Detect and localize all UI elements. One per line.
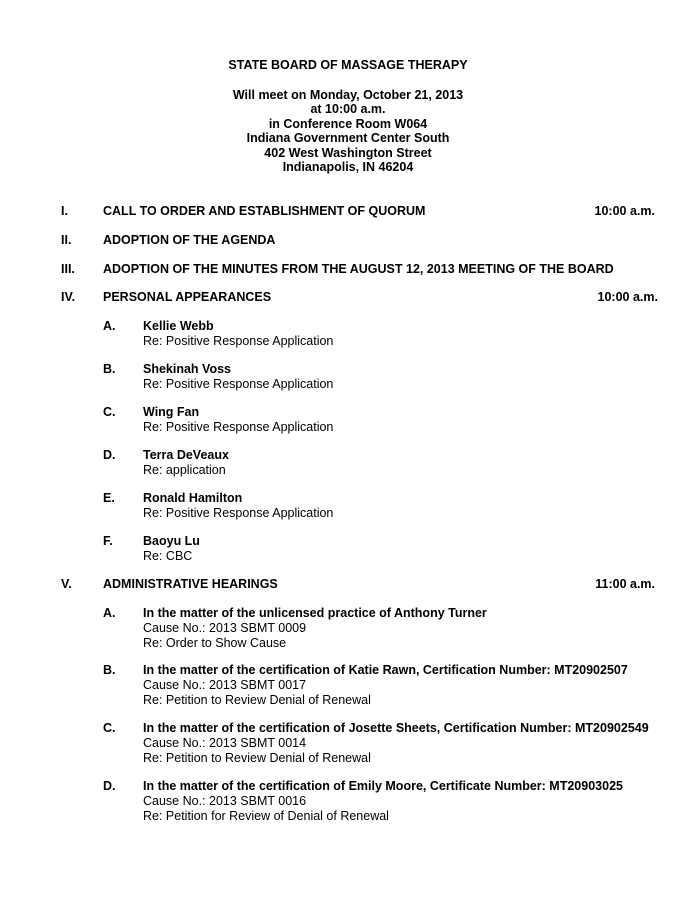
appearance-name: Ronald Hamilton [143, 491, 243, 505]
section-number: II. [61, 233, 72, 247]
appearance-name: Baoyu Lu [143, 534, 200, 548]
item-letter: A. [103, 606, 116, 620]
appearance-name: Shekinah Voss [143, 362, 231, 376]
section-title: CALL TO ORDER AND ESTABLISHMENT OF QUORUM [103, 204, 426, 218]
hearing-re: Re: Petition for Review of Denial of Renewal [143, 809, 389, 823]
hearing-title: In the matter of the certification of Josette Sheets, Certification Number: MT20902549 [143, 721, 649, 735]
item-letter: A. [103, 319, 116, 333]
section-number: I. [61, 204, 68, 218]
hearing-cause: Cause No.: 2013 SBMT 0017 [143, 678, 307, 692]
appearance-name: Wing Fan [143, 405, 200, 419]
section-number: IV. [61, 290, 76, 304]
section-number: V. [61, 577, 72, 591]
hearing-re: Re: Petition to Review Denial of Renewal [143, 751, 371, 765]
appearance-re: Re: CBC [143, 549, 193, 563]
appearance-re: Re: Positive Response Application [143, 506, 334, 520]
appearance-re: Re: Positive Response Application [143, 377, 334, 391]
section-title: ADOPTION OF THE MINUTES FROM THE AUGUST 12, 2013 MEETING OF THE BOARD [103, 262, 614, 276]
meeting-date-line: Will meet on Monday, October 21, 2013 [232, 87, 464, 102]
meeting-street-line: 402 West Washington Street [264, 145, 432, 160]
section-title: ADOPTION OF THE AGENDA [103, 233, 276, 247]
appearance-re: Re: Positive Response Application [143, 334, 334, 348]
item-letter: F. [103, 534, 113, 548]
section-number: III. [61, 262, 75, 276]
appearance-re: Re: application [143, 463, 226, 477]
item-letter: D. [103, 448, 116, 462]
section-time: 10:00 a.m. [597, 290, 658, 304]
agenda-header [0, 58, 696, 175]
section-title: PERSONAL APPEARANCES [103, 290, 272, 304]
section-time: 11:00 a.m. [595, 577, 655, 591]
appearance-name: Kellie Webb [143, 319, 214, 333]
item-letter: C. [103, 721, 116, 735]
meeting-building-line: Indiana Government Center South [246, 131, 450, 145]
hearing-re: Re: Petition to Review Denial of Renewal [143, 693, 371, 707]
item-letter: B. [103, 362, 116, 376]
hearing-cause: Cause No.: 2013 SBMT 0014 [143, 736, 307, 750]
meeting-city-line: Indianapolis, IN 46204 [282, 160, 414, 174]
appearance-re: Re: Positive Response Application [143, 420, 334, 434]
hearing-title: In the matter of the unlicensed practice of Anthony Turner [143, 606, 487, 620]
appearance-name: Terra DeVeaux [143, 448, 229, 462]
hearing-title: In the matter of the certification of Emily Moore, Certificate Number: MT20903025 [143, 779, 623, 793]
board-title: STATE BOARD OF MASSAGE THERAPY [228, 58, 468, 72]
section-time: 10:00 a.m. [594, 204, 655, 218]
item-letter: C. [103, 405, 116, 419]
item-letter: D. [103, 779, 116, 793]
hearing-re: Re: Order to Show Cause [143, 636, 287, 650]
item-letter: E. [103, 491, 115, 505]
hearing-title: In the matter of the certification of Katie Rawn, Certification Number: MT20902507 [143, 663, 628, 677]
hearing-cause: Cause No.: 2013 SBMT 0016 [143, 794, 307, 808]
meeting-room-line: in Conference Room W064 [268, 116, 428, 131]
meeting-time-line: at 10:00 a.m. [310, 102, 386, 116]
item-letter: B. [103, 663, 116, 677]
section-title: ADMINISTRATIVE HEARINGS [103, 577, 278, 591]
hearing-cause: Cause No.: 2013 SBMT 0009 [143, 621, 307, 635]
